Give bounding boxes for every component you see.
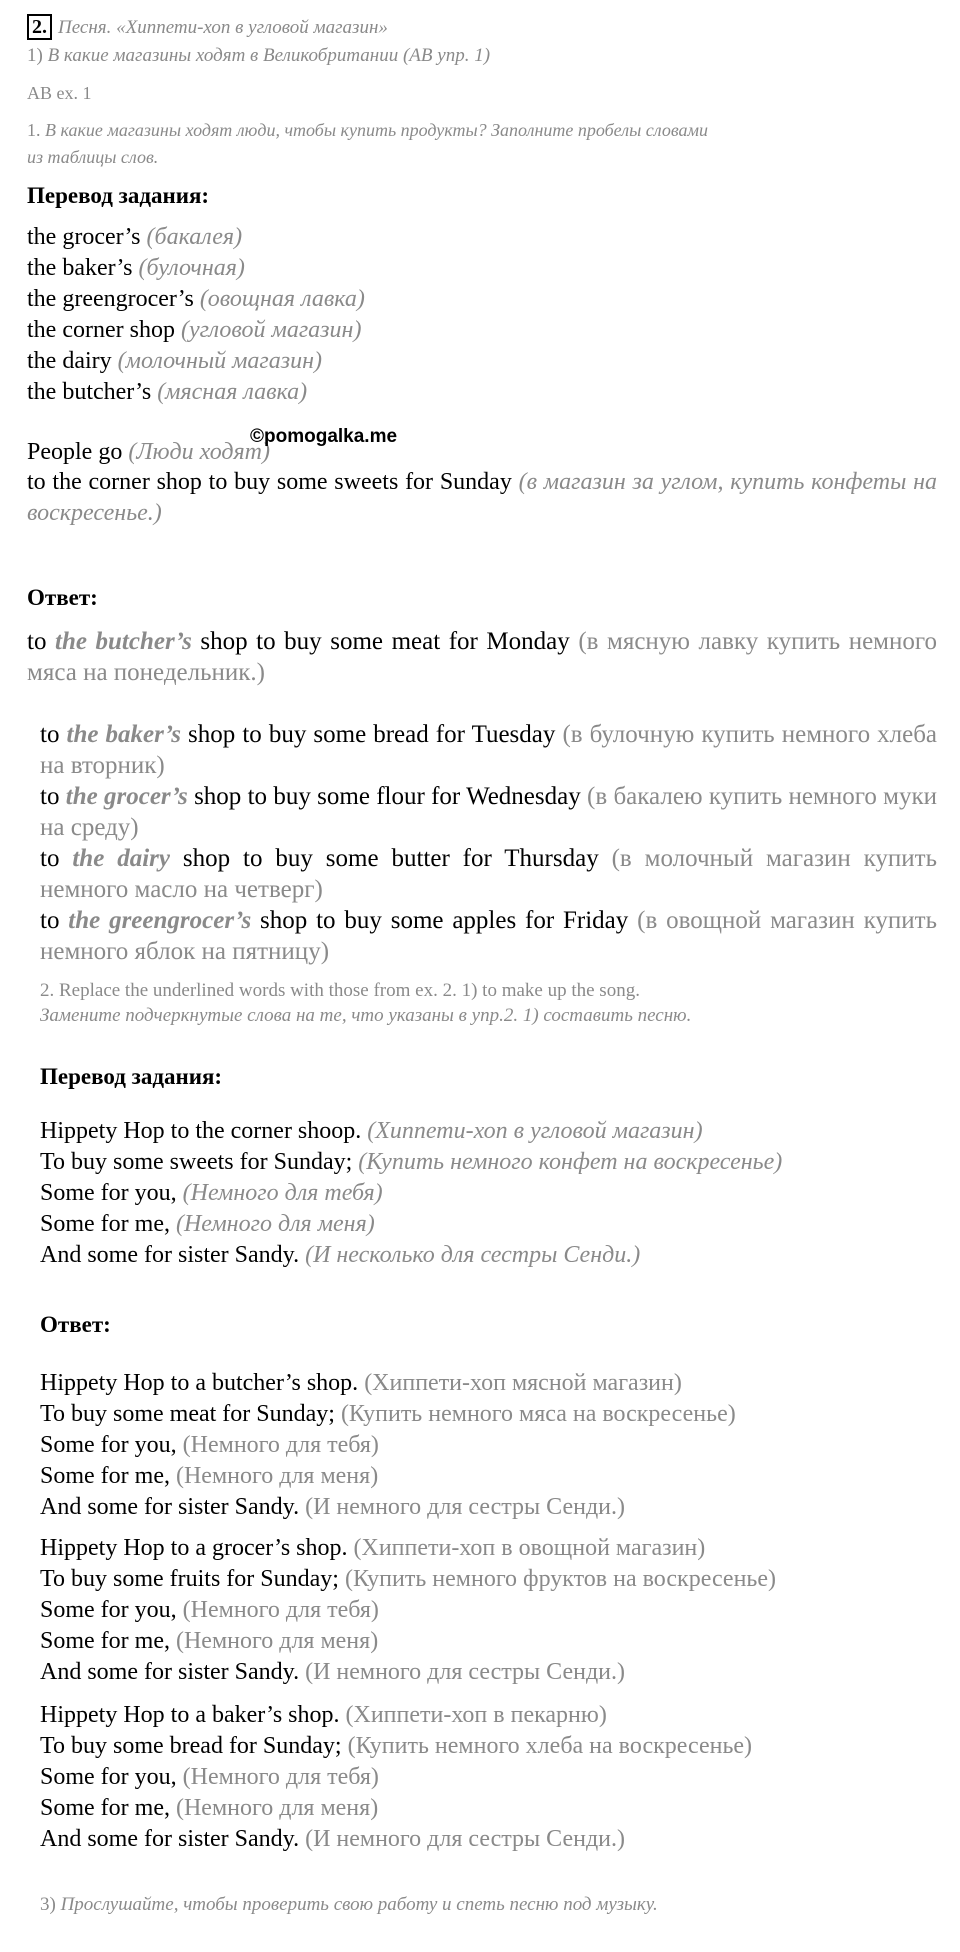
verse-line bbox=[40, 1399, 736, 1429]
verse-line bbox=[40, 1731, 752, 1761]
verse-ru: (И немного для сестры Сенди.) bbox=[305, 1826, 625, 1852]
task-1-line-1 bbox=[27, 117, 708, 143]
corner-shop-line bbox=[27, 467, 937, 529]
exercise-header bbox=[27, 14, 388, 41]
song-ru: (Купить немного конфет на воскресенье) bbox=[358, 1149, 783, 1175]
word-ru: (угловой магазин) bbox=[180, 317, 362, 343]
word-en: the corner shop bbox=[27, 317, 175, 343]
answer-item bbox=[40, 719, 937, 781]
answer-heading: Ответ: bbox=[27, 585, 98, 610]
verse-line bbox=[40, 1793, 378, 1823]
answer-prefix: to bbox=[40, 721, 60, 748]
word-list-item bbox=[27, 315, 361, 345]
verse-en: And some for sister Sandy. bbox=[40, 1826, 300, 1852]
song-ru: (Хиппети-хоп в угловой магазин) bbox=[367, 1118, 703, 1144]
watermark: ©pomogalka.me bbox=[250, 426, 398, 447]
verse-en: To buy some meat for Sunday; bbox=[40, 1401, 335, 1427]
task-1-line-2: из таблицы слов. bbox=[27, 147, 159, 167]
song-line bbox=[40, 1116, 703, 1146]
verse-en: Some for you, bbox=[40, 1597, 177, 1623]
song-line bbox=[40, 1209, 375, 1239]
task-1-number: 1. bbox=[27, 120, 41, 140]
answer-en: shop to buy some meat for Monday bbox=[200, 628, 570, 655]
verse-line bbox=[40, 1533, 705, 1563]
people-go-ru: (Люди ходят) bbox=[128, 439, 270, 465]
answer-ru: (в мясную лавку купить немного мяса на понедельник.) bbox=[27, 628, 938, 686]
verse-en: Hippety Hop to a butcher’s shop. bbox=[40, 1370, 359, 1396]
word-list-item bbox=[27, 346, 322, 376]
song-line bbox=[40, 1240, 640, 1270]
answer-shop: the grocer’s bbox=[65, 783, 188, 810]
song-en: To buy some sweets for Sunday; bbox=[40, 1149, 353, 1175]
song-ru: (И несколько для сестры Сенди.) bbox=[305, 1242, 641, 1268]
verse-line bbox=[40, 1595, 379, 1625]
footer-text: Прослушайте, чтобы проверить свою работу и спеть песню под музыку. bbox=[60, 1894, 658, 1915]
corner-shop-en: to the corner shop to buy some sweets for Sunday bbox=[27, 469, 512, 495]
verse-ru: (Немного для тебя) bbox=[182, 1764, 379, 1790]
verse-line bbox=[40, 1700, 607, 1730]
footer-task bbox=[40, 1892, 658, 1918]
verse-en: Some for me, bbox=[40, 1795, 170, 1821]
people-go-line bbox=[27, 437, 270, 467]
verse-en: Some for you, bbox=[40, 1764, 177, 1790]
verse-line bbox=[40, 1492, 625, 1522]
answer-ru: (в булочную купить немного хлеба на вторник) bbox=[40, 721, 938, 779]
word-list-item bbox=[27, 377, 307, 407]
verse-line bbox=[40, 1368, 682, 1398]
verse-ru: (Немного для тебя) bbox=[182, 1597, 379, 1623]
footer-number: 3) bbox=[40, 1894, 56, 1915]
word-list-item bbox=[27, 222, 242, 252]
verse-en: And some for sister Sandy. bbox=[40, 1494, 300, 1520]
answer-prefix: to bbox=[40, 907, 60, 934]
word-en: the butcher’s bbox=[27, 379, 152, 405]
verse-en: Hippety Hop to a baker’s shop. bbox=[40, 1702, 340, 1728]
verse-ru: (Купить немного мяса на воскресенье) bbox=[340, 1401, 736, 1427]
subtask-1 bbox=[27, 43, 490, 69]
answer-en: shop to buy some apples for Friday bbox=[260, 907, 629, 934]
answer-en: shop to buy some flour for Wednesday bbox=[194, 783, 581, 810]
verse-en: Hippety Hop to a grocer’s shop. bbox=[40, 1535, 348, 1561]
verse-ru: (И немного для сестры Сенди.) bbox=[305, 1494, 625, 1520]
exercise-title: Песня. «Хиппети-хоп в угловой магазин» bbox=[58, 17, 388, 38]
answer-item bbox=[40, 905, 937, 967]
verse-line bbox=[40, 1762, 379, 1792]
song-line bbox=[40, 1178, 383, 1208]
answer-ru: (в молочный магазин купить немного масло на четверг) bbox=[40, 845, 938, 903]
verse-ru: (Купить немного хлеба на воскресенье) bbox=[347, 1733, 753, 1759]
exercise-number: 2. bbox=[27, 14, 52, 40]
verse-ru: (Немного для меня) bbox=[175, 1463, 379, 1489]
task-2-en: 2. Replace the underlined words with those from ex. 2. 1) to make up the song. bbox=[40, 980, 640, 1001]
verse-line bbox=[40, 1657, 625, 1687]
word-ru: (мясная лавка) bbox=[157, 379, 308, 405]
word-ru: (булочная) bbox=[138, 255, 245, 281]
people-go-en: People go bbox=[27, 439, 123, 465]
answer-en: shop to buy some butter for Thursday bbox=[182, 845, 599, 872]
answer-ru: (в бакалею купить немного муки на среду) bbox=[40, 783, 938, 841]
verse-en: Some for me, bbox=[40, 1463, 170, 1489]
answer-ru: (в овощной магазин купить немного яблок на пятницу) bbox=[40, 907, 938, 965]
answer-shop: the dairy bbox=[72, 845, 170, 872]
verse-line bbox=[40, 1564, 776, 1594]
answer-item bbox=[40, 781, 937, 843]
verse-ru: (И немного для сестры Сенди.) bbox=[305, 1659, 625, 1685]
verse-line bbox=[40, 1430, 379, 1460]
verse-en: Some for you, bbox=[40, 1432, 177, 1458]
answer-heading-2: Ответ: bbox=[40, 1312, 111, 1337]
word-en: the grocer’s bbox=[27, 224, 141, 250]
verse-ru: (Хиппети-хоп мясной магазин) bbox=[364, 1370, 682, 1396]
answer-prefix: to bbox=[27, 628, 47, 655]
task-1-text: В какие магазины ходят люди, чтобы купить продукты? Заполните пробелы словами bbox=[45, 120, 708, 140]
subtask-1-text: В какие магазины ходят в Великобритании (AB упр. 1) bbox=[47, 45, 491, 66]
translation-heading-2: Перевод задания: bbox=[40, 1064, 223, 1089]
answer-item bbox=[27, 626, 937, 688]
verse-en: And some for sister Sandy. bbox=[40, 1659, 300, 1685]
subtask-1-number: 1) bbox=[27, 45, 43, 66]
verse-en: To buy some fruits for Sunday; bbox=[40, 1566, 339, 1592]
song-en: Some for me, bbox=[40, 1211, 170, 1237]
verse-ru: (Немного для меня) bbox=[175, 1628, 379, 1654]
answer-shop: the butcher’s bbox=[55, 628, 192, 655]
verse-ru: (Хиппети-хоп в овощной магазин) bbox=[353, 1535, 706, 1561]
word-en: the baker’s bbox=[27, 255, 133, 281]
translation-heading: Перевод задания: bbox=[27, 183, 210, 208]
song-en: Hippety Hop to the corner shoop. bbox=[40, 1118, 362, 1144]
ab-exercise-label: AB ex. 1 bbox=[27, 83, 92, 103]
song-ru: (Немного для меня) bbox=[175, 1211, 375, 1237]
answer-item bbox=[40, 843, 937, 905]
verse-line bbox=[40, 1461, 378, 1491]
answer-shop: the greengrocer’s bbox=[68, 907, 252, 934]
verse-en: Some for me, bbox=[40, 1628, 170, 1654]
answer-prefix: to bbox=[40, 783, 60, 810]
answer-en: shop to buy some bread for Tuesday bbox=[188, 721, 556, 748]
corner-shop-ru: (в магазин за углом, купить конфеты на воскресенье.) bbox=[27, 469, 938, 526]
word-ru: (бакалея) bbox=[146, 224, 243, 250]
verse-ru: (Немного для тебя) bbox=[182, 1432, 379, 1458]
word-list-item bbox=[27, 284, 365, 314]
verse-ru: (Хиппети-хоп в пекарню) bbox=[345, 1702, 607, 1728]
verse-ru: (Купить немного фруктов на воскресенье) bbox=[344, 1566, 776, 1592]
song-ru: (Немного для тебя) bbox=[182, 1180, 383, 1206]
verse-line bbox=[40, 1626, 378, 1656]
word-list-item bbox=[27, 253, 245, 283]
song-en: Some for you, bbox=[40, 1180, 177, 1206]
song-line bbox=[40, 1147, 782, 1177]
word-ru: (овощная лавка) bbox=[199, 286, 365, 312]
verse-en: To buy some bread for Sunday; bbox=[40, 1733, 342, 1759]
answer-shop: the baker’s bbox=[66, 721, 181, 748]
task-2-ru: Замените подчеркнутые слова на те, что указаны в упр.2. 1) составить песню. bbox=[40, 1005, 692, 1026]
word-ru: (молочный магазин) bbox=[117, 348, 323, 374]
verse-line bbox=[40, 1824, 625, 1854]
answer-prefix: to bbox=[40, 845, 60, 872]
word-en: the greengrocer’s bbox=[27, 286, 194, 312]
word-en: the dairy bbox=[27, 348, 112, 374]
song-en: And some for sister Sandy. bbox=[40, 1242, 300, 1268]
verse-ru: (Немного для меня) bbox=[175, 1795, 379, 1821]
